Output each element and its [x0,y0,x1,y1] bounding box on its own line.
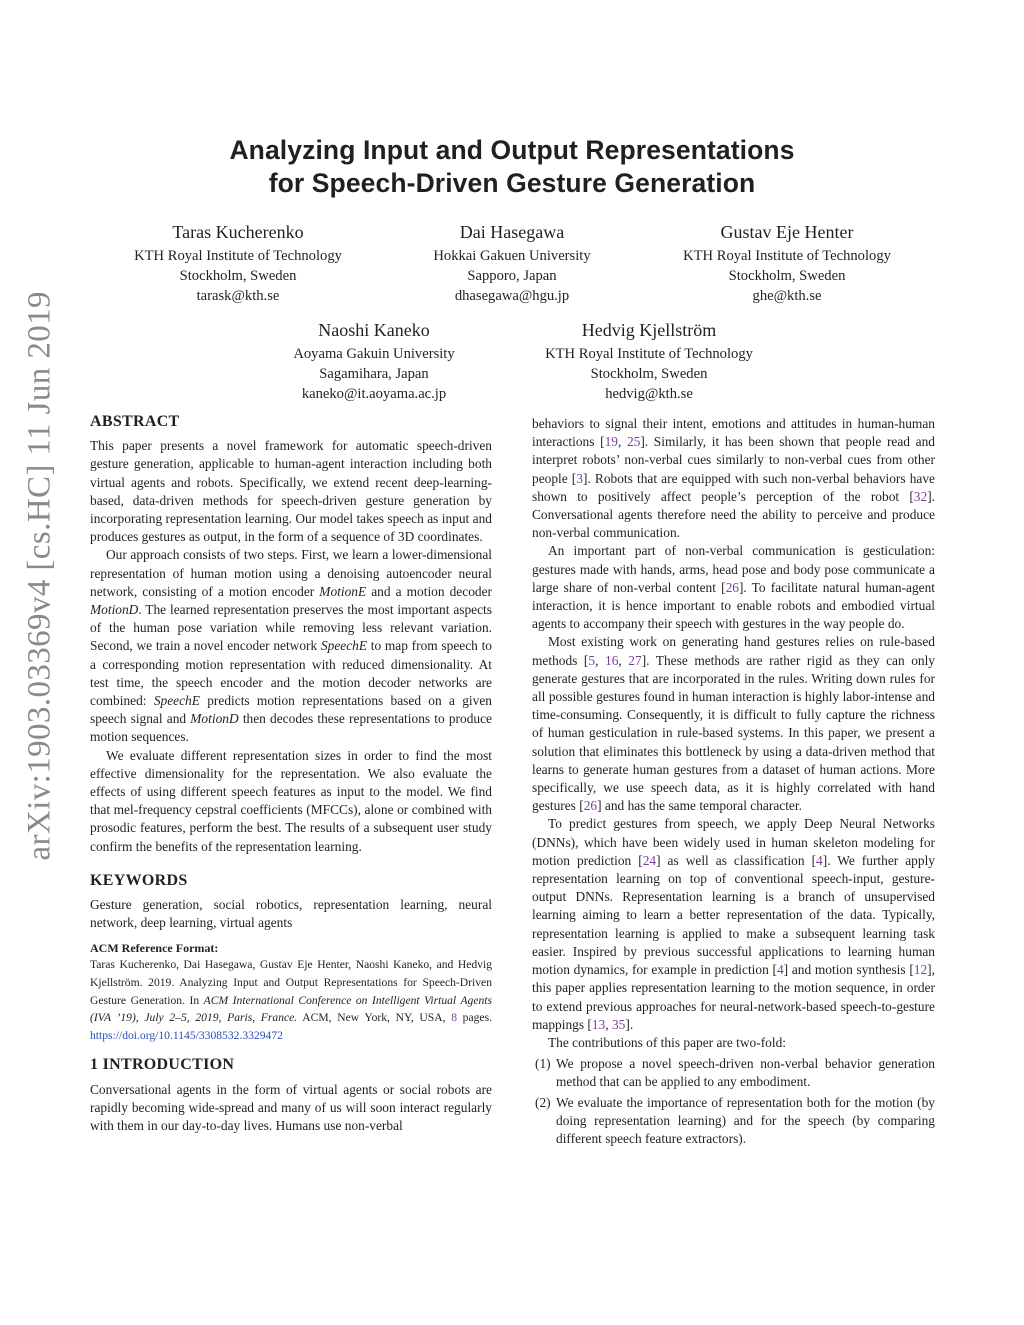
citation-link[interactable]: 13 [591,1016,606,1032]
intro-paragraph-4: Most existing work on generating hand gestures relies on rule-based methods [5, 16, 27]. These methods are rather rigid as they can only generate gestures that are incorporated in the rules. Writing down rules for all possible gestures found in human interaction is highly labor-intense and time-consuming. Consequently, it is difficult to fully capture the richness of human gesticulation in rule-based systems. In this paper, we present a solution that eliminates this bottleneck by using a data-driven method that learns to generate human gestures from a dataset of human actions. More specifically, we use speech data, as it is highly correlated with hand gestures [26] and has the same temporal character. [532,634,936,814]
intro-paragraph-3: An important part of non-verbal communication is gesticulation: gestures made with hands, arms, head pose and body pose communicate a large share of non-verbal content [26]. To facilitate natural human-agent interaction, it is hence important to enable robots and embodied virtual agents to accompany their speech with gestures in the way people do. [532,543,935,632]
citation-link[interactable]: 16 [605,652,619,668]
contribution-item-1 [532,1055,935,1091]
author-affiliation: Aoyama Gakuin University [293,346,455,362]
citation-link[interactable]: 26 [725,579,739,595]
citation-link[interactable]: 35 [611,1016,626,1032]
keywords-text: Gesture generation, social robotics, representation learning, neural network, deep learning, virtual agents [90,897,492,931]
pages-link[interactable]: 8 [451,1011,457,1025]
author-name: Gustav Eje Henter [720,222,854,242]
author-affiliation: KTH Royal Institute of Technology [683,248,891,264]
citation-link[interactable]: 19 [604,434,618,450]
citation-link[interactable]: 27 [628,652,642,668]
list-number: (2) [535,1094,551,1110]
right-column [532,415,935,1148]
citation-link[interactable]: 5 [588,652,596,668]
abstract-paragraph-3: We evaluate different representation sizes in order to find the most effective dimensionality for the representation. We also evaluate the effects of using different speech features as input to the model. We find that mel-frequency cepstral coefficients (MFCCs), alone or combined with prosodic features, perform the best. The results of a subsequent user study confirm the benefits of the representation learning. [90,747,492,854]
citation-link[interactable]: 26 [583,798,598,814]
citation-link[interactable]: 3 [576,470,583,486]
intro-paragraph-5: To predict gestures from speech, we apply Deep Neural Networks (DNNs), which have been widely used in human skeleton modeling for motion prediction [24] as well as classification [4]. We further apply representation learning on top of conventional speech-input, gesture-output DNNs. Representation learning is a branch of unsupervised learning aiming to learn a better representation of the data. Typically, representation learning is applied to make a subsequent learning task easier. Inspired by previous successful applications to learning human motion dynamics, for example in prediction [4] and motion synthesis [12], this paper applies representation learning to the motion sequence, in order to extend previous approaches for neural-network-based speech-to-gesture mappings [13, 35]. [532,816,935,1032]
abstract-paragraph-2: Our approach consists of two steps. First, we learn a lower-dimensional representation of human motion using a denoising autoencoder neural network, consisting of a motion encoder MotionE and a motion decoder MotionD. The learned representation preserves the most important aspects of the human pose variation while removing less relevant variation. Second, we train a novel encoder network SpeechE to map from speech to a corresponding motion representation with reduced dimensionality. At test time, the speech encoder and the motion decoder networks are combined: SpeechE predicts motion representations based on a given speech signal and MotionD then decodes these representations to produce motion sequences. [90,547,492,745]
intro-paragraph-2: behaviors to signal their intent, emotions and attitudes in human-human interactions [19, 25]. Similarly, it has been shown that people read and interpret robots’ non-verbal cues similarly to non-verbal cues from other people [3]. Robots that are equipped with such non-verbal behaviors have shown to positively affect people’s perception of the robot [32]. Conversational agents therefore need the ability to perceive and produce non-verbal communication. [532,416,936,541]
list-text: We evaluate the importance of representation both for the motion (by doing representation learning) and for the speech (by comparing different speech feature extractors). [556,1094,935,1146]
author-location: Sagamihara, Japan [319,366,429,382]
author-affiliation: Hokkai Gakuen University [433,248,591,264]
author-email: dhasegawa@hgu.jp [454,288,570,304]
author-name: Dai Hasegawa [459,222,565,242]
author-affiliation: KTH Royal Institute of Technology [134,248,342,264]
author-email: kaneko@it.aoyama.ac.jp [301,386,447,402]
author-email: hedvig@kth.se [605,386,693,402]
left-column [90,413,492,1135]
author-email: tarask@kth.se [196,288,280,304]
author-email: ghe@kth.se [752,288,822,304]
arxiv-identifier: arXiv:1903.03369v4 [cs.HC] 11 Jun 2019 [21,291,58,861]
author-location: Stockholm, Sweden [590,366,708,382]
intro-paragraph-1: Conversational agents in the form of virtual agents or social robots are rapidly becoming wide-spread and many of us will soon interact regularly with them in our day-to-day lives. Humans use non-verbal [90,1081,492,1134]
introduction-heading: 1 INTRODUCTION [90,1056,235,1074]
citation-link[interactable]: 32 [913,488,928,504]
title-line-1: Analyzing Input and Output Representations [229,135,795,165]
author-location: Stockholm, Sweden [728,268,846,284]
author-block-4 [224,318,524,404]
contribution-item-2 [532,1094,935,1149]
abstract-heading: ABSTRACT [90,413,180,430]
author-name: Taras Kucherenko [172,222,304,242]
citation-link[interactable]: 25 [626,434,641,450]
acm-reference-text: Taras Kucherenko, Dai Hasegawa, Gustav Eje Henter, Naoshi Kaneko, and Hedvig Kjellström. 2019. Analyzing Input and Output Representations for Speech-Driven Gesture Generation. In ACM International Conference on Intelligent Virtual Agents (IVA ’19), July 2–5, 2019, Paris, France. ACM, New York, NY, USA, 8 pages. https://doi.org/10.1145/3308532.3329472 [90,958,493,1042]
author-name: Naoshi Kaneko [318,320,430,340]
citation-link[interactable]: 12 [913,962,928,978]
list-number: (1) [535,1056,551,1072]
paper-title [0,134,1024,200]
author-location: Stockholm, Sweden [179,268,297,284]
citation-link[interactable]: 24 [642,852,657,868]
doi-link[interactable]: https://doi.org/10.1145/3308532.3329472 [90,1028,283,1042]
abstract-paragraph-1: This paper presents a novel framework for automatic speech-driven gesture generation, applicable to human-agent interaction including both virtual agents and robots. Specifically, we extend recent deep-learning-based, data-driven methods for speech-driven gesture generation by incorporating representation learning. Our model takes speech as input and produces gestures as output, in the form of a sequence of 3D coordinates. [90,438,492,545]
citation-link[interactable]: 4 [776,962,784,978]
acm-reference-heading: ACM Reference Format: [90,941,219,956]
author-block-5 [499,318,799,404]
title-line-2: for Speech-Driven Gesture Generation [268,168,756,198]
list-text: We propose a novel speech-driven non-verbal behavior generation method that can be applied to any embodiment. [556,1056,935,1090]
intro-paragraph-6: The contributions of this paper are two-fold: [548,1034,786,1050]
keywords-heading: KEYWORDS [90,871,188,889]
citation-link[interactable]: 4 [816,852,823,868]
author-name: Hedvig Kjellström [581,320,717,340]
author-block-2 [362,220,662,306]
author-block-3 [637,220,937,306]
author-block-1 [88,220,388,306]
author-location: Sapporo, Japan [467,268,557,284]
author-affiliation: KTH Royal Institute of Technology [545,346,753,362]
